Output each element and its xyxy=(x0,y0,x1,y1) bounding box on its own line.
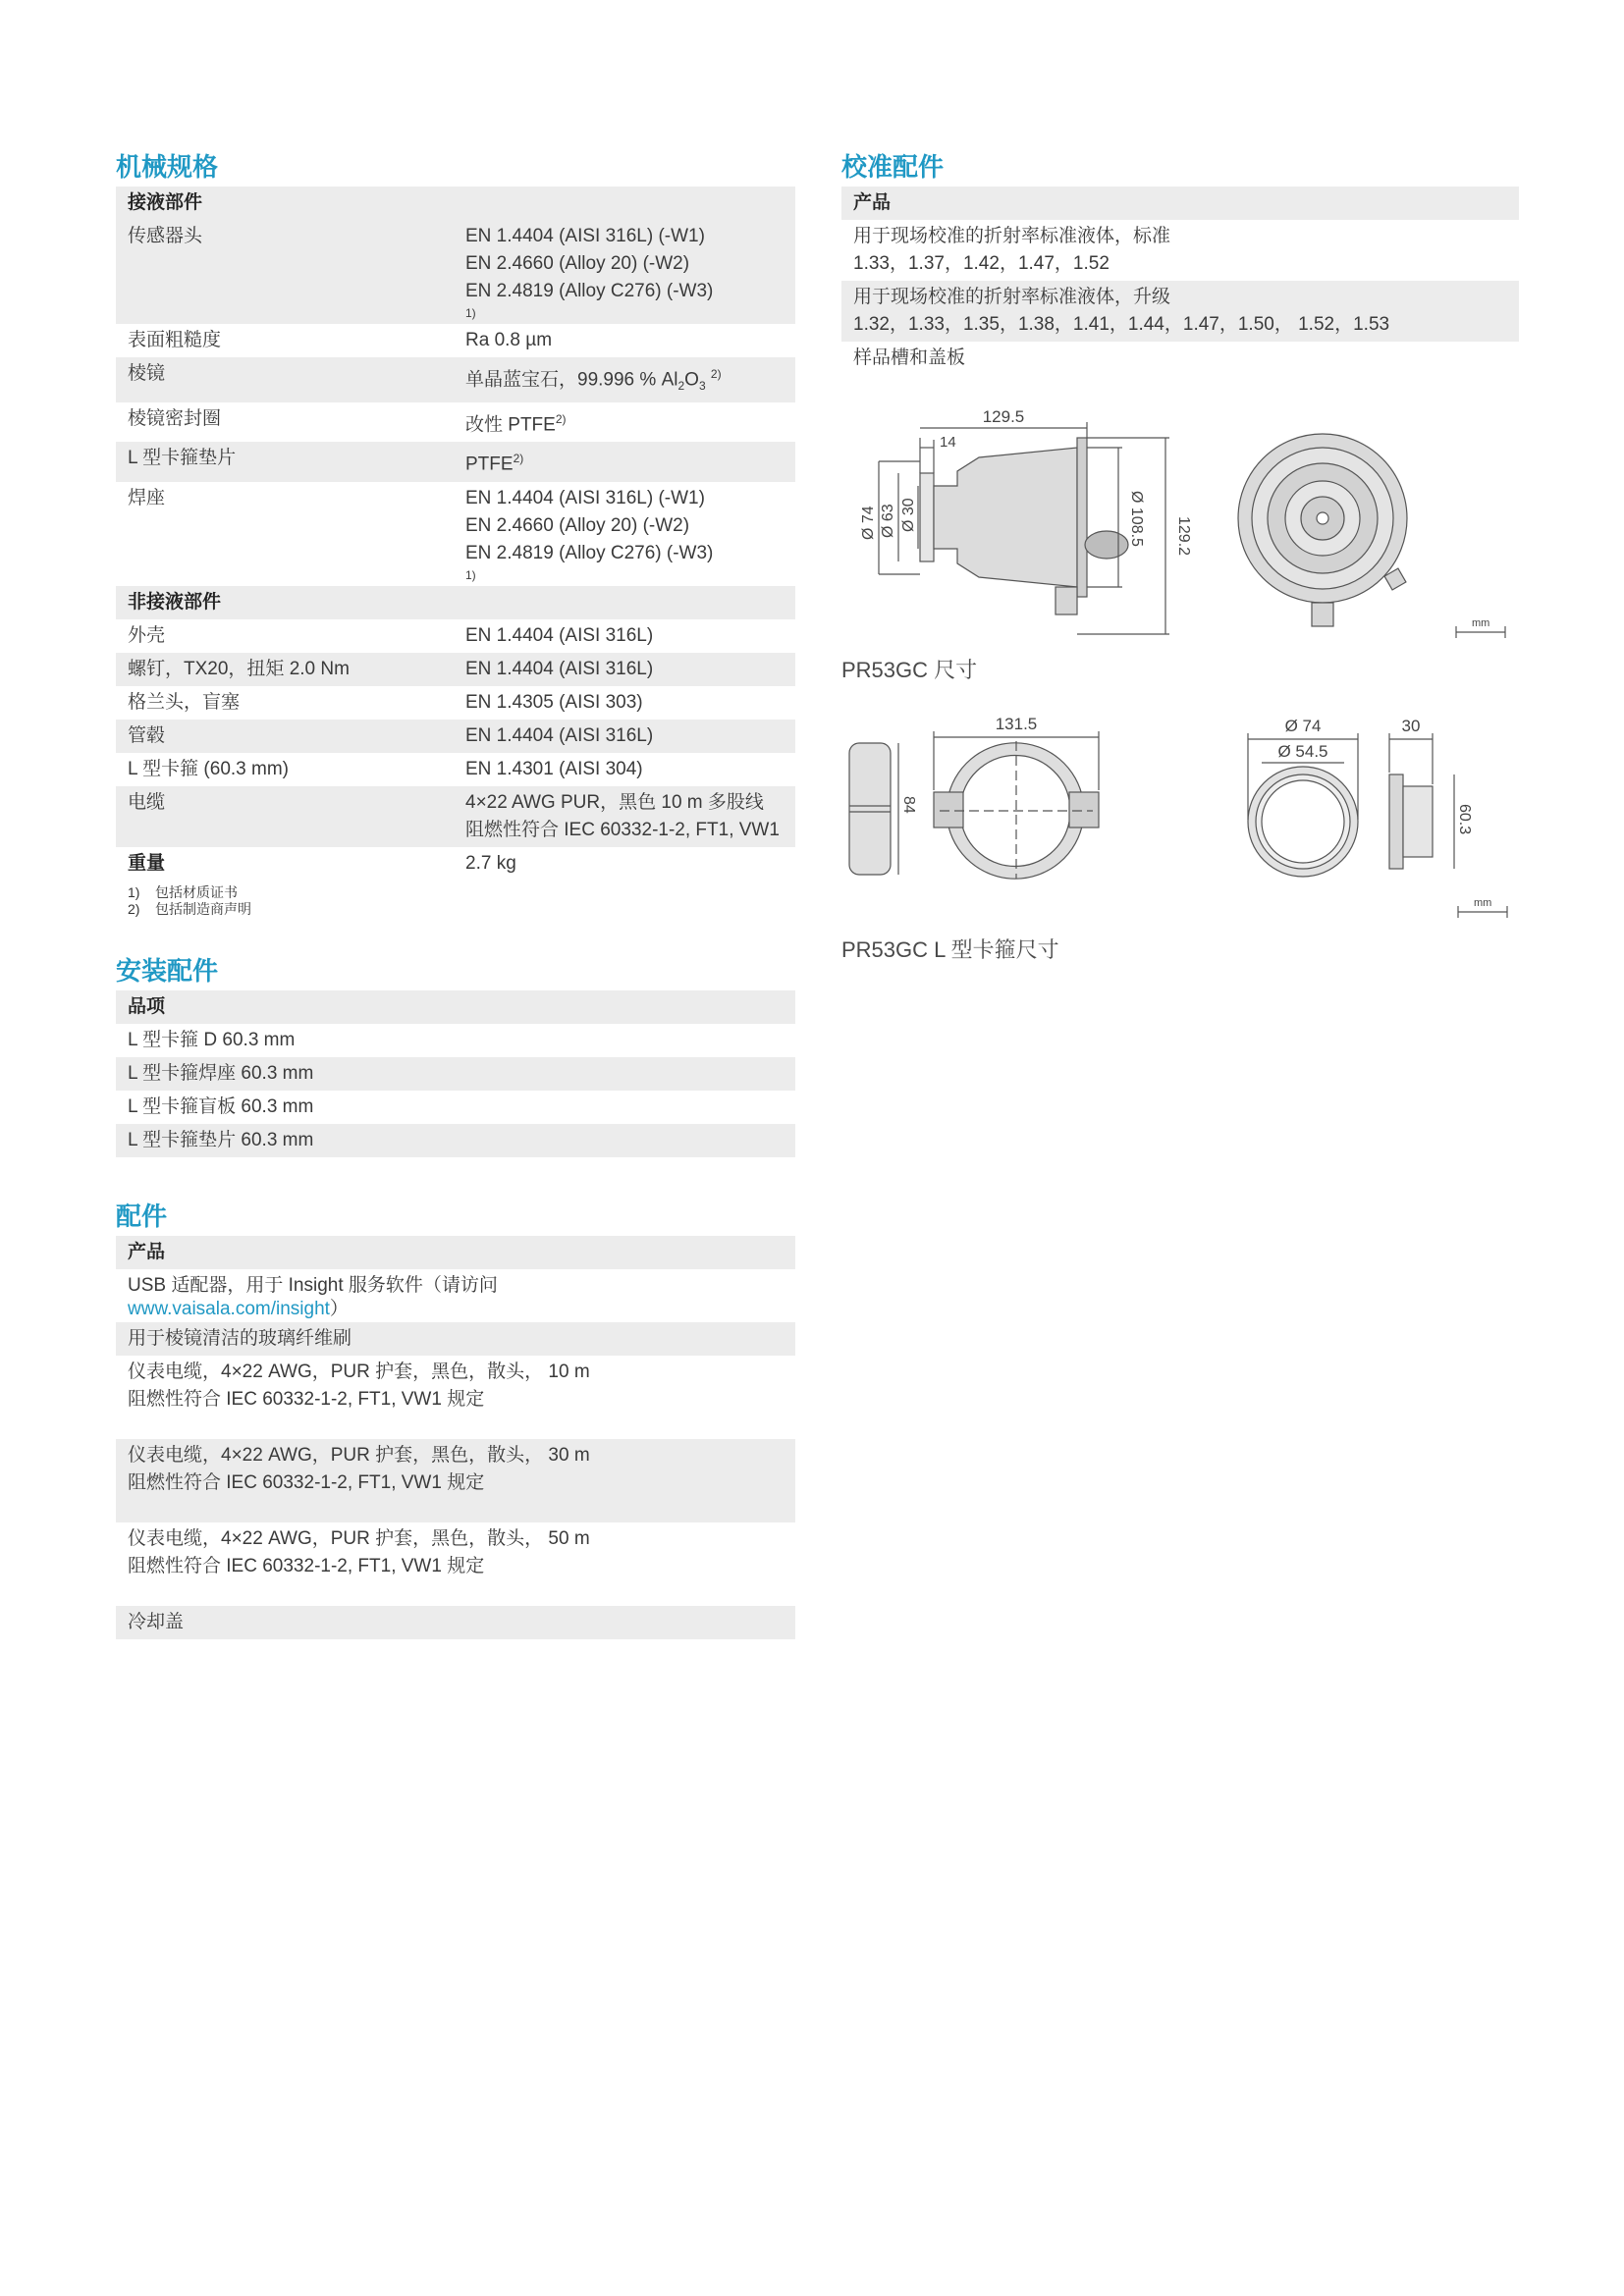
table-row xyxy=(116,482,795,586)
mech-table xyxy=(116,187,795,881)
table-row: 电缆 4×22 AWG PUR，黑色 10 m 多股线 阻燃性符合 IEC 60332-1-2, FT1, VW1 xyxy=(116,786,795,847)
l-clamp-dimension-drawing xyxy=(841,702,1519,928)
clamp-lower-half xyxy=(947,822,1083,879)
table-row xyxy=(116,324,795,357)
pr53gc-dimension-drawing xyxy=(841,393,1519,648)
sensor-logo-badge xyxy=(1085,531,1128,559)
unit-label: mm xyxy=(1472,617,1490,629)
wetted-header: 接液部件 xyxy=(116,187,795,220)
dim-d1085-label: Ø 108.5 xyxy=(1128,491,1145,547)
sensor-flange xyxy=(920,473,934,561)
list-item: 样品槽和盖板 xyxy=(853,347,966,368)
table-row: 螺钉，TX20，扭矩 2.0 Nm EN 1.4404 (AISI 316L) xyxy=(116,653,795,686)
acc-title: 配件 xyxy=(116,1201,168,1231)
dim-1315-label: 131.5 xyxy=(995,715,1038,733)
roughness-label: 表面粗糙度 xyxy=(128,330,222,350)
sensor-head-value: EN 1.4404 (AISI 316L) (-W1) EN 2.4660 (Alloy 20) (-W2) EN 2.4819 (Alloy C276) (-W3) 1) xyxy=(454,220,795,324)
table-row: 格兰头，盲塞 EN 1.4305 (AISI 303) xyxy=(128,691,643,713)
calib-title: 校准配件 xyxy=(841,152,945,182)
dim-603-label: 60.3 xyxy=(1456,804,1473,835)
list-item: 仪表电缆，4×22 AWG，PUR 护套，黑色，散头， 30 m 阻燃性符合 IEC 60332-1-2, FT1, VW1 规定 xyxy=(116,1439,795,1522)
table-row: L 型卡箍 (60.3 mm) EN 1.4301 (AISI 304) xyxy=(128,758,643,779)
table-row xyxy=(116,220,795,324)
list-item: 用于现场校准的折射率标准液体，升级 1.32，1.33，1.35，1.38，1.41，1.44，1.47，1.50， 1.52，1.53 xyxy=(841,281,1519,342)
clamp-upper-half xyxy=(947,743,1083,800)
table-row xyxy=(116,442,795,481)
dim-30-label: 30 xyxy=(1401,717,1421,735)
install-table: 品项 L 型卡箍 D 60.3 mm L 型卡箍焊座 60.3 mm L 型卡箍盲板 60.3 mm L 型卡箍垫片 60.3 mm xyxy=(116,990,795,1157)
weld-label: 焊座 xyxy=(128,487,166,508)
mech-title: 机械规格 xyxy=(116,152,219,182)
prism-seal-value: 改性 PTFE$^{2)}$ xyxy=(465,412,567,436)
prism-seal-label: 棱镜密封圈 xyxy=(128,408,222,430)
l-gasket-value: PTFE$^{2)}$ xyxy=(454,442,795,481)
list-item: 仪表电缆，4×22 AWG，PUR 护套，黑色，散头， 10 m 阻燃性符合 IEC 60332-1-2, FT1, VW1 规定 xyxy=(128,1361,590,1410)
calib-table: 产品 用于现场校准的折射率标准液体，标准 1.33，1.37，1.42，1.47，1.52 用于现场校准的折射率标准液体，升级 1.32，1.33，1.35，1.38，1.41，1.44，1.47，1.50， 1.52，1.53 样品槽和盖板 xyxy=(841,187,1519,375)
fig2-caption: PR53GC L 型卡箍尺寸 xyxy=(841,937,1059,962)
install-title: 安装配件 xyxy=(116,955,219,986)
acc-table: 产品 USB 适配器，用于 Insight 服务软件（请访问 www.vaisala.com/insight） 用于棱镜清洁的玻璃纤维刷 仪表电缆，4×22 AWG，PUR 护套，黑色，散头， 10 m 阻燃性符合 IEC 60332-1-2, FT1, VW1 规定 仪表电缆，4×22 AWG，PUR 护套，黑色，散头， 30 m 阻燃性符合 IEC 60332-1-2, FT1, VW1 规定 仪表电缆，4×22 AWG，PUR 护套，黑色，散头， 50 m 阻燃性符合 IEC 60332-1-2, FT1, VW1 规定 冷却盖 xyxy=(116,1236,795,1639)
dim-84-label: 84 xyxy=(900,796,917,814)
table-row xyxy=(116,357,795,402)
sensor-body xyxy=(934,448,1077,587)
left-column xyxy=(116,147,795,1639)
table-row: 外壳 EN 1.4404 (AISI 316L) xyxy=(128,624,654,646)
l-gasket-label: L 型卡箍垫片 xyxy=(116,442,454,481)
dim-d63-label: Ø 63 xyxy=(880,504,896,538)
list-item: L 型卡箍盲板 60.3 mm xyxy=(128,1095,314,1117)
ferrule-side xyxy=(1389,774,1403,869)
dim-total-label: 129.5 xyxy=(982,407,1025,426)
prism-label: 棱镜 xyxy=(116,357,454,402)
weld-value: EN 1.4404 (AISI 316L) (-W1) EN 2.4660 (Alloy 20) (-W2) EN 2.4819 (Alloy C276) (-W3) 1) xyxy=(465,487,714,582)
vaisala-insight-link[interactable]: www.vaisala.com/insight xyxy=(128,1298,330,1319)
unit-label: mm xyxy=(1474,897,1492,909)
right-column xyxy=(841,147,1519,964)
list-item: L 型卡箍垫片 60.3 mm xyxy=(116,1124,795,1157)
dim-14-label: 14 xyxy=(940,434,956,451)
list-item: 用于棱镜清洁的玻璃纤维刷 xyxy=(116,1322,795,1356)
list-item: USB 适配器，用于 Insight 服务软件（请访问 www.vaisala.com/insight） xyxy=(128,1274,498,1319)
table-row xyxy=(116,402,795,442)
table-row: 管毂 EN 1.4404 (AISI 316L) xyxy=(116,720,795,753)
list-item: L 型卡箍 D 60.3 mm xyxy=(128,1029,296,1050)
list-item: L 型卡箍焊座 60.3 mm xyxy=(116,1057,795,1091)
dim-d74-label: Ø 74 xyxy=(860,506,877,540)
clamp-side xyxy=(849,743,891,875)
list-item: 用于现场校准的折射率标准液体，标准 1.33，1.37，1.42，1.47，1.52 xyxy=(853,226,1171,274)
dim-d545-label: Ø 54.5 xyxy=(1277,742,1328,761)
list-item: 冷却盖 xyxy=(116,1606,795,1639)
roughness-value: Ra 0.8 µm xyxy=(465,330,553,350)
cable-gland xyxy=(1056,587,1077,614)
dim-d74-clamp-label: Ø 74 xyxy=(1284,717,1322,735)
prism-value: 单晶蓝宝石，99.996 % $Al_2O_3$ $^{2)}$ xyxy=(454,357,795,402)
list-item: 仪表电缆，4×22 AWG，PUR 护套，黑色，散头， 50 m 阻燃性符合 IEC 60332-1-2, FT1, VW1 规定 xyxy=(128,1527,590,1576)
table-row: 重量 2.7 kg xyxy=(128,852,516,874)
dim-h1292-label: 129.2 xyxy=(1175,516,1192,557)
dim-d30-label: Ø 30 xyxy=(900,498,917,532)
sensor-head-label: 传感器头 xyxy=(116,220,454,324)
mech-notes: 1) 包括材质证书 2) 包括制造商声明 xyxy=(128,883,251,917)
fig1-caption: PR53GC 尺寸 xyxy=(841,658,978,682)
nonwetted-header: 非接液部件 xyxy=(116,586,795,619)
